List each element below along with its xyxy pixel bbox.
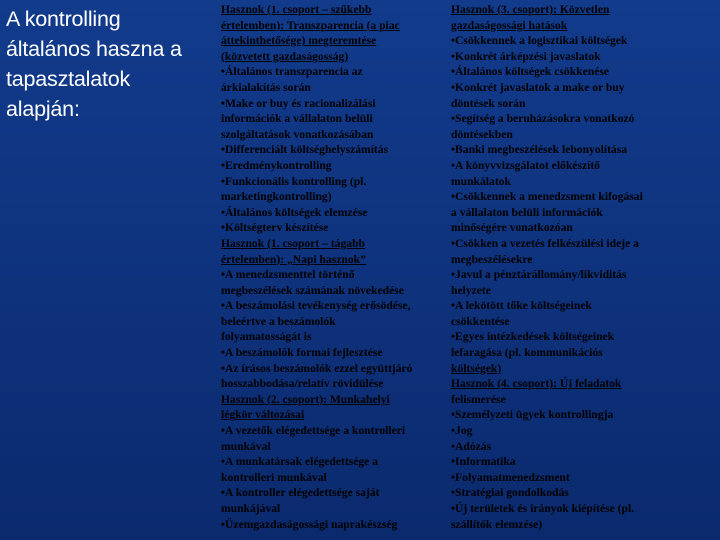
text-line: •Általános transzparencia az: [221, 65, 363, 79]
text-line: •Csökkennek a logisztikai költségek: [451, 34, 628, 48]
text-line: marketingkontrolling): [221, 190, 332, 204]
text-line: •A kontroller elégedettsége saját: [221, 486, 380, 500]
text-line: •Konkrét árképzési javaslatok: [451, 49, 601, 63]
section-heading-line: Hasznok (4. csoport): Új feladatok: [451, 377, 622, 391]
text-line: •Make or buy és racionalizálási: [221, 96, 376, 110]
text-line: •Személyzeti ügyek kontrollingja: [451, 408, 614, 422]
text-line: •Eredménykontrolling: [221, 158, 332, 172]
text-line: •Üzemgazdaságossági naprakészség: [221, 517, 398, 531]
text-line: szállítók elemzése): [451, 517, 543, 531]
text-line: •Általános költségek elemzése: [221, 205, 368, 219]
text-line: folyamatosságát is: [221, 330, 312, 344]
section-heading-line: (közvetett gazdaságosság): [221, 49, 349, 63]
section-heading-line: értelemben): „Napi hasznok”: [221, 252, 366, 266]
text-line: •Folyamatmenedzsment: [451, 470, 570, 484]
benefits-column-right: [451, 2, 693, 532]
text-line: döntésekben: [451, 127, 513, 141]
text-line: •Segítség a beruházásokra vonatkozó: [451, 112, 635, 126]
section-heading-line: költségek): [451, 361, 502, 375]
text-line: szolgáltatások vonatkozásában: [221, 127, 374, 141]
text-line: hosszabbodása/relatív rövidülése: [221, 377, 384, 391]
text-line: •Differenciált költséghelyszámítás: [221, 143, 389, 157]
benefits-column-left: [221, 2, 449, 532]
text-line: lefaragása (pl. kommunikációs: [451, 346, 603, 360]
text-line: •Új területek és irányok kiépítése (pl.: [451, 502, 635, 515]
text-line: •Stratégiai gondolkodás: [451, 486, 569, 500]
text-line: •Csökkennek a menedzsment kifogásai: [451, 190, 643, 204]
text-line: •A lekötött tőke költségeinek: [451, 299, 592, 313]
section-heading-line: Hasznok (3. csoport): Közvetlen: [451, 3, 610, 16]
text-line: •Javul a pénztárállomány/likviditás: [451, 268, 627, 282]
text-line: döntések során: [451, 96, 526, 110]
text-line: •A munkatársak elégedettsége a: [221, 455, 379, 469]
text-line: •Konkrét javaslatok a make or buy: [451, 80, 625, 94]
text-line: •Adózás: [451, 439, 492, 453]
text-line: megbeszélésekre: [451, 252, 533, 266]
text-line: felismerése: [451, 392, 506, 406]
section-heading-line: légkör változásai: [221, 408, 305, 422]
slide-title: A kontrolling általános haszna a tapasztalatok alapján:: [6, 7, 182, 121]
section-heading-line: Hasznok (1. csoport – szűkebb: [221, 3, 372, 16]
text-line: munkálatok: [451, 174, 511, 188]
text-line: •Banki megbeszélések lebonyolítása: [451, 143, 628, 157]
text-line: •A beszámolási tevékenység erősödése,: [221, 299, 411, 313]
text-line: •Általános költségek csökkenése: [451, 65, 610, 79]
text-line: •A beszámolók formai fejlesztése: [221, 346, 383, 360]
text-line: árkialakítás során: [221, 80, 311, 94]
text-line: •Költségterv készítése: [221, 221, 329, 235]
section-heading-line: áttekinthetősége) megteremtése: [221, 34, 377, 48]
text-line: •A menedzsmenttel történő: [221, 268, 355, 282]
text-line: munkával: [221, 439, 271, 453]
text-line: •Informatika: [451, 455, 516, 469]
text-line: •Jog: [451, 424, 473, 438]
text-line: megbeszélések számának növekedése: [221, 283, 404, 297]
text-line: beleértve a beszámolók: [221, 314, 336, 328]
text-line: minőségére vonatkozóan: [451, 221, 573, 235]
text-line: •Egyes intézkedések költségeinek: [451, 330, 615, 344]
text-line: csökkentése: [451, 314, 510, 328]
section-heading-line: értelemben): Transzparencia (a piac: [221, 18, 400, 32]
text-line: kontrolleri munkával: [221, 470, 327, 484]
text-line: •Csökken a vezetés felkészülési ideje a: [451, 236, 639, 250]
section-heading-line: Hasznok (2. csoport): Munkahelyi: [221, 392, 390, 406]
text-line: •Az írásos beszámolók ezzel együttjáró: [221, 361, 413, 375]
section-heading-line: gazdaságossági hatások: [451, 18, 568, 32]
text-line: információk a vállalaton belüli: [221, 112, 373, 126]
text-line: •A könyvvizsgálatot előkészítő: [451, 158, 600, 172]
text-line: munkájával: [221, 502, 281, 515]
text-line: •A vezetők elégedettsége a kontrolleri: [221, 424, 406, 438]
text-line: a vállalaton belüli információk: [451, 205, 603, 219]
text-line: •Funkcionális kontrolling (pl.: [221, 174, 367, 188]
section-heading-line: Hasznok (1. csoport – tágabb: [221, 236, 365, 250]
text-line: helyzete: [451, 283, 491, 297]
